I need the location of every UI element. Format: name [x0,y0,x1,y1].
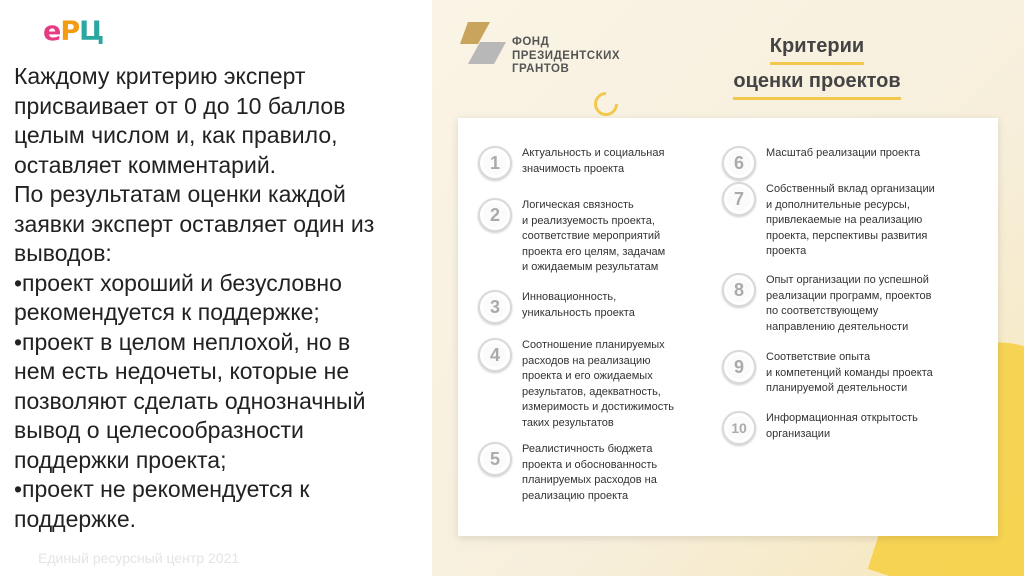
criterion-text-line: результатов, адекватность, [522,385,661,398]
criterion-text [522,146,664,177]
criterion-text-line: Инновационность, [522,291,617,303]
criterion-text-line: расходов на реализацию [522,354,651,367]
criterion-number: 2 [478,198,512,232]
criterion-text [766,350,933,397]
main-text-line: присваивает от 0 до 10 баллов [14,92,346,119]
criterion-item [478,442,657,504]
criterion-item [478,146,664,180]
criterion-text-line: проекта [766,245,807,257]
left-panel [0,0,432,576]
criterion-text [766,411,918,442]
main-text-line: поддержке. [14,505,137,532]
criterion-text [766,146,920,162]
criterion-text-line: проекта, перспективы развития [766,229,928,242]
criterion-item [722,350,933,397]
main-text-line: вывод о целесообразности [14,417,304,443]
criterion-text-line: Информационная открытость [766,412,918,424]
main-text-line: рекомендуется к поддержке; [14,299,320,325]
criterion-text-line: таких результатов [522,416,614,429]
criterion-number: 3 [478,290,512,324]
criterion-text-line: измеримость и достижимость [522,401,675,413]
criterion-number: 6 [722,146,756,180]
criterion-number: 4 [478,338,512,372]
criterion-number: 9 [722,350,756,384]
criterion-text-line: по соответствующему [766,305,879,317]
criterion-text-line: Логическая связность [522,199,634,211]
fund-name: ФОНД ПРЕЗИДЕНТСКИХ ГРАНТОВ [512,36,621,75]
criterion-item [722,146,920,180]
criterion-text-line: и компетенций команды проекта [766,366,933,379]
criterion-text-line: реализацию проекта [522,489,629,502]
criterion-text [522,198,665,276]
criterion-item [478,198,665,276]
criterion-text-line: Соответствие опыта [766,351,871,363]
main-text-line: оставляет комментарий. [14,151,277,178]
main-text-line: •проект хороший и безусловно [14,269,342,296]
criterion-item [478,338,674,431]
main-text-line: заявки эксперт оставляет один из [14,210,375,237]
main-text-line: нем есть недочеты, которые не [14,358,350,384]
criterion-text-line: Актуальность и социальная [522,147,665,159]
main-text [14,62,426,534]
main-text-line: •проект не рекомендуется к [14,476,310,502]
criterion-text-line: направлению деятельности [766,320,909,333]
criterion-text-line: соответствие мероприятий [522,230,661,242]
criterion-text-line: Реалистичность бюджета [522,443,653,455]
criterion-text-line: Масштаб реализации проекта [766,147,921,159]
criterion-text-line: проекта его целям, задачам [522,245,666,258]
criterion-text-line: Опыт организации по успешной [766,274,929,286]
erc-logo: ePЦ [43,16,104,47]
fund-logo-icon [460,22,506,64]
criteria-title: Критерии оценки проектов [702,30,932,100]
criterion-number: 1 [478,146,512,180]
criterion-text [522,290,635,321]
criterion-item [722,182,935,260]
criterion-text-line: проекта и обоснованность [522,458,658,471]
criterion-text-line: планируемой деятельности [766,382,908,394]
criterion-item [722,273,932,335]
criterion-text-line: уникальность проекта [522,306,635,319]
main-text-line: позволяют сделать однозначный [14,387,366,414]
criteria-card [458,118,998,536]
main-text-line: поддержки проекта; [14,446,227,473]
criterion-text [522,442,657,504]
right-panel [432,0,1024,576]
main-text-line: целым числом и, как правило, [14,122,338,148]
criterion-text-line: Соотношение планируемых [522,339,665,351]
criterion-text-line: реализации программ, проектов [766,289,932,302]
footer-text: Единый ресурсный центр 2021 [38,550,240,566]
criterion-text [522,338,674,431]
criterion-text-line: значимость проекта [522,162,625,175]
criterion-text-line: и ожидаемым результатам [522,261,659,273]
criterion-text [766,273,932,335]
criterion-text-line: Собственный вклад организации [766,183,935,195]
main-text-line: •проект в целом неплохой, но в [14,328,351,355]
criterion-number: 8 [722,273,756,307]
criterion-text-line: привлекаемые на реализацию [766,214,923,226]
criterion-text [766,182,935,260]
main-text-line: По результатам оценки каждой [14,181,346,207]
criterion-item [722,411,918,445]
criterion-number: 7 [722,182,756,216]
criterion-number: 5 [478,442,512,476]
criterion-text-line: и реализуемость проекта, [522,214,655,227]
main-text-line: Каждому критерию эксперт [14,63,306,89]
criterion-text-line: организации [766,427,831,440]
main-text-line: выводов: [14,240,112,266]
criterion-text-line: и дополнительные ресурсы, [766,198,910,211]
criterion-number: 10 [722,411,756,445]
criterion-item [478,290,635,324]
criterion-text-line: планируемых расходов на [522,474,657,486]
criterion-text-line: проекта и его ожидаемых [522,370,653,382]
